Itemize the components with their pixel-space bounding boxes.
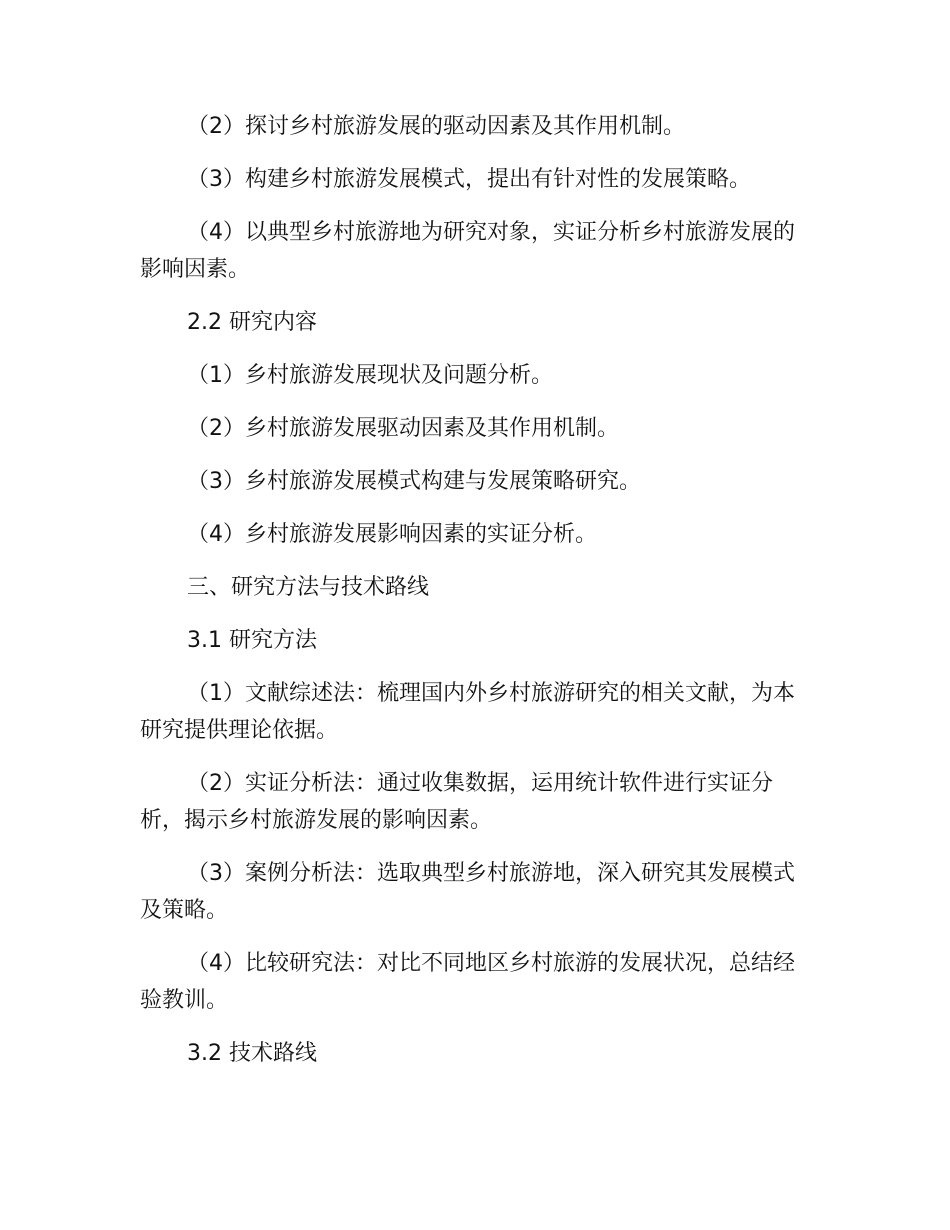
section-heading-3-1: 3.1 研究方法 [187, 628, 317, 653]
chapter-heading-3: 三、研究方法与技术路线 [187, 575, 430, 600]
content-item-3: （3）乡村旅游发展模式构建与发展策略研究。 [187, 469, 641, 494]
content-item-2: （2）乡村旅游发展驱动因素及其作用机制。 [187, 416, 619, 441]
content-item-4: （4）乡村旅游发展影响因素的实证分析。 [187, 522, 597, 547]
document-body [140, 108, 805, 1088]
method-item-3: （3）案例分析法：选取典型乡村旅游地，深入研究其发展模式及策略。 [140, 861, 795, 923]
objective-item-3: （3）构建乡村旅游发展模式，提出有针对性的发展策略。 [187, 167, 751, 192]
section-heading-2-2: 2.2 研究内容 [187, 310, 317, 335]
method-item-2: （2）实证分析法：通过收集数据，运用统计软件进行实证分析，揭示乡村旅游发展的影响因素。 [140, 771, 773, 833]
section-heading-3-2: 3.2 技术路线 [187, 1041, 317, 1066]
method-item-4: （4）比较研究法：对比不同地区乡村旅游的发展状况，总结经验教训。 [140, 951, 795, 1013]
content-item-1: （1）乡村旅游发展现状及问题分析。 [187, 363, 553, 388]
method-item-1: （1）文献综述法：梳理国内外乡村旅游研究的相关文献，为本研究提供理论依据。 [140, 681, 795, 743]
objective-item-4: （4）以典型乡村旅游地为研究对象，实证分析乡村旅游发展的影响因素。 [140, 220, 795, 282]
objective-item-2: （2）探讨乡村旅游发展的驱动因素及其作用机制。 [187, 114, 685, 139]
